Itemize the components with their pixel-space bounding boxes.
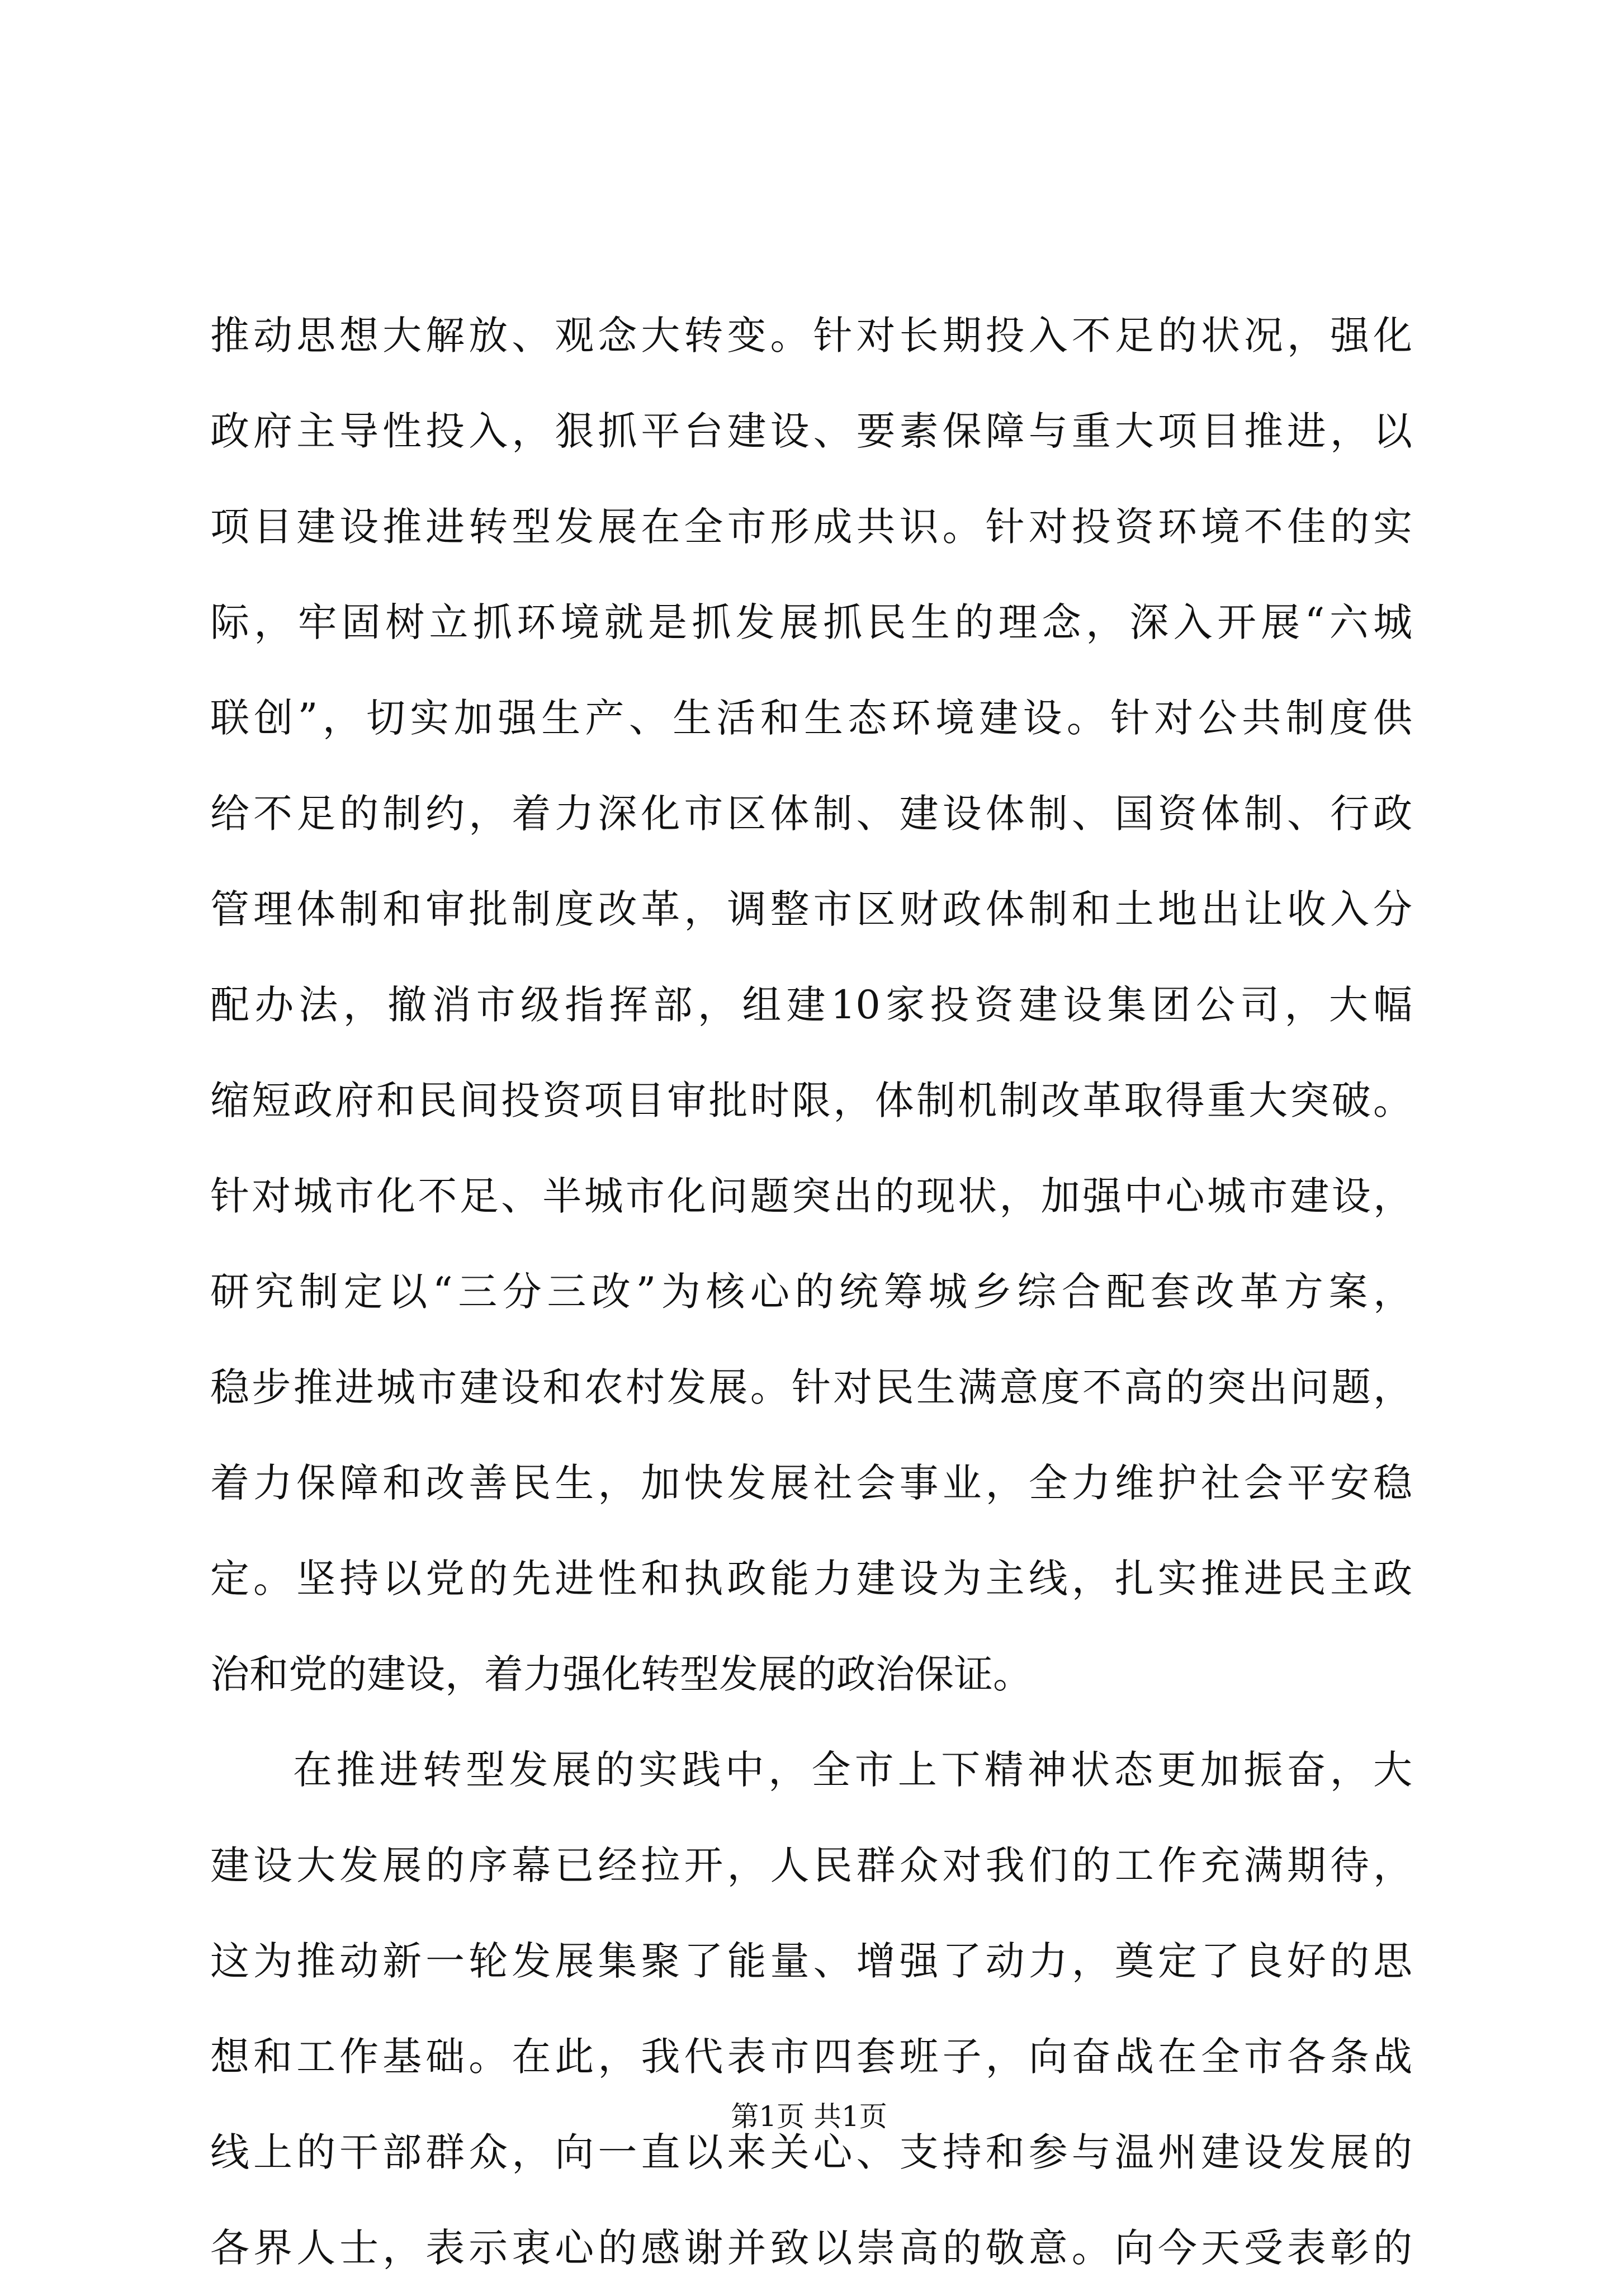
text-line: 给不足的制约，着力深化市区体制、建设体制、国资体制、行政 bbox=[210, 791, 1412, 837]
text-line: 在推进转型发展的实践中，全市上下精神状态更加振奋，大 bbox=[293, 1747, 1412, 1793]
text-line: 缩短政府和民间投资项目审批时限，体制机制改革取得重大突破。 bbox=[210, 1078, 1412, 1123]
text-line: 际，牢固树立抓环境就是抓发展抓民生的理念，深入开展“六城 bbox=[210, 599, 1412, 645]
text-line: 政府主导性投入，狠抓平台建设、要素保障与重大项目推进，以 bbox=[210, 408, 1412, 454]
text-line: 各界人士，表示衷心的感谢并致以崇高的敬意。向今天受表彰的 bbox=[210, 2225, 1412, 2271]
text-line: 治和党的建设，着力强化转型发展的政治保证。 bbox=[210, 1651, 1032, 1697]
text-line: 管理体制和审批制度改革，调整市区财政体制和土地出让收入分 bbox=[210, 886, 1412, 932]
text-line: 线上的干部群众，向一直以来关心、支持和参与温州建设发展的 bbox=[210, 2129, 1412, 2175]
text-line: 针对城市化不足、半城市化问题突出的现状，加强中心城市建设， bbox=[210, 1173, 1412, 1219]
text-line: 稳步推进城市建设和农村发展。针对民生满意度不高的突出问题， bbox=[210, 1364, 1412, 1410]
text-line: 推动思想大解放、观念大转变。针对长期投入不足的状况，强化 bbox=[210, 313, 1412, 358]
text-line: 配办法，撤消市级指挥部，组建10家投资建设集团公司，大幅 bbox=[210, 982, 1412, 1028]
text-line: 建设大发展的序幕已经拉开，人民群众对我们的工作充满期待， bbox=[210, 1843, 1412, 1888]
page-footer: 第1页 共1页 bbox=[731, 2100, 887, 2133]
text-line: 着力保障和改善民生，加快发展社会事业，全力维护社会平安稳 bbox=[210, 1460, 1412, 1506]
text-line: 研究制定以“三分三改”为核心的统筹城乡综合配套改革方案， bbox=[210, 1269, 1412, 1315]
text-line: 定。坚持以党的先进性和执政能力建设为主线，扎实推进民主政 bbox=[210, 1556, 1412, 1601]
document-body bbox=[210, 288, 1412, 2296]
text-line: 这为推动新一轮发展集聚了能量、增强了动力，奠定了良好的思 bbox=[210, 1938, 1412, 1984]
text-line: 项目建设推进转型发展在全市形成共识。针对投资环境不佳的实 bbox=[210, 504, 1412, 550]
text-line: 想和工作基础。在此，我代表市四套班子，向奋战在全市各条战 bbox=[210, 2034, 1412, 2080]
text-line: 联创”，切实加强生产、生活和生态环境建设。针对公共制度供 bbox=[210, 695, 1412, 741]
